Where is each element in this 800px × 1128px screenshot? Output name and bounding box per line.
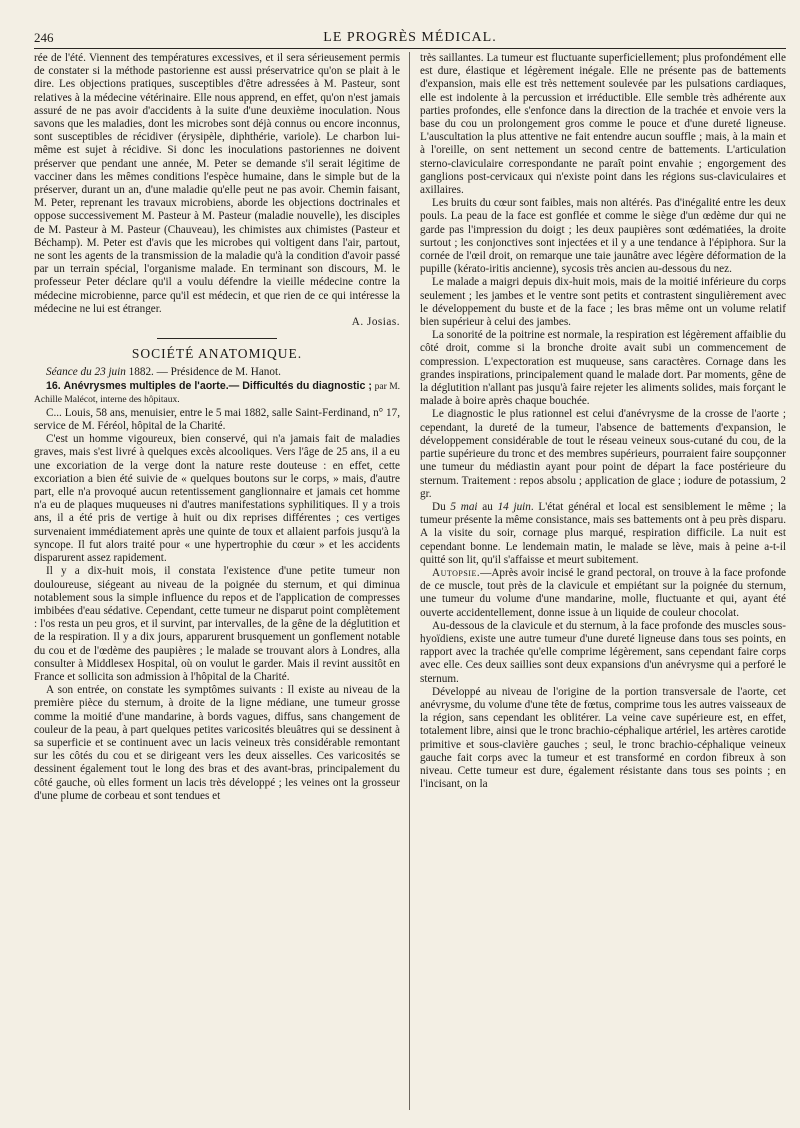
- seance-date: 23 juin: [94, 366, 126, 379]
- paragraph: Au-dessous de la clavicule et du sternum, à la face profonde des muscles sous-hyoïdiens, existe une autre tumeur d'une dureté ligneuse dans tous ses points, en rapport avec la trachée qu'elle comprime légèrement, sans cependant faire corps avec elle. Ces deux saillies sont deux expansions d'un anévrysme qui a perforé le sternum.: [420, 619, 786, 685]
- paragraph: Le diagnostic le plus rationnel est celui d'anévrysme de la crosse de l'aorte ; cependant, la dureté de la tumeur, l'absence de battements d'expansion, le développement considérable de tout le réseau veineux sous-cutané du cou, de la partie supérieure du tronc et des membres supérieurs, pourraient faire soupçonner une tumeur du médiastin ayant pour point de départ la face postérieure du sternum. Traitement : repos absolu ; application de glace ; iodure de potassium, 2 gr.: [420, 408, 786, 500]
- case-author: par M. Achille Malécot, interne des hôpitaux.: [34, 381, 401, 406]
- paragraph: C'est un homme vigoureux, bien conservé, qui n'a jamais fait de maladies graves, mais s'est livré à quelques excès alcooliques. Vers l'âge de 25 ans, il a eu une excoriation de la verge dont la nature reste douteuse : en effet, cette excoriation a bien été suivie de « quelques boutons sur le corps, » mais, d'autre part, elle n'a provoqué aucun retentissement ganglionnaire et jamais cet homme n'a eu de plaques muqueuses ni d'autres manifestations syphilitiques. Il y a trois ans, il a été pris de vertige à huit ou dix reprises différentes ; ces vertiges survenaient immédiatement après une quinte de toux et allaient parfois jusqu'à la syncope. Il fut alors traité pour « une hypertrophie du cœur » et les accidents disparurent assez rapidement.: [34, 433, 400, 565]
- paragraph: Les bruits du cœur sont faibles, mais non altérés. Pas d'inégalité entre les deux pouls. La peau de la face est gonflée et comme le siège d'un œdème dur qui ne garde pas l'impression du doigt ; les deux paupières sont œdématiées, la droite surtout ; les conjonctives sont injectées et il y a une tendance à l'épiphora. Sur la cornée de l'œil droit, on remarque une taie jaunâtre avec légère déformation de la pupille (kérato-iritis ancienne), sycosis très ancien au-dessous du nez.: [420, 197, 786, 276]
- seance-rest: 1882. — Présidence de M. Hanot.: [128, 366, 281, 379]
- paragraph: très saillantes. La tumeur est fluctuante superficiellement; plus profondément elle est dure, élastique et légèrement inégale. Elle ne présente pas de battements d'expansion, mais elle est très nettement soulevée par les pulsations cardiaques, elle est indolente à la percussion et irréductible. Elle semble très adhérente aux parties profondes, elle s'enfonce dans la direction de la trachée et envoie vers la base du cou un prolongement gros comme le pouce et d'une dureté ligneuse. L'auscultation la plus attentive ne fait entendre aucun souffle ; mais, à la main et à l'oreille, on sent nettement un second centre de battements. L'articulation sterno-claviculaire correspondante ne paraît point envahie ; engorgement des ganglions post-cervicaux qui n'existe point dans les régions sus-claviculaires et axillaires.: [420, 52, 786, 197]
- paragraph: [420, 567, 786, 620]
- paragraph: C... Louis, 58 ans, menuisier, entre le 5 mai 1882, salle Saint-Ferdinand, n° 17, service de M. Féréol, hôpital de la Charité.: [34, 406, 400, 433]
- paragraph: [420, 501, 786, 567]
- section-divider: [157, 338, 277, 339]
- p6-rest: . L'état général et local est sensiblement le même ; la tumeur présente la même consistance, mais ses battements ont à peu près disparu. A la visite du soir, cornage plus marqué, respiration difficile. La nuit est cependant bonne. Le lendemain matin, le malade se lève, mais à peine a-t-il quitté son lit, qu'il s'affaisse et meurt subitement.: [420, 500, 787, 566]
- paragraph: rée de l'été. Viennent des températures excessives, et il sera sérieusement permis de constater si la méthode pastorienne est aussi préservatrice qu'on se plait à le dire. Les objections pratiques, susceptibles d'être adressées à M. Pasteur, sont relatives à la médecine vétérinaire. Elle nous apprend, en effet, qu'on n'est jamais assuré de ne pas avoir d'accidents à la suite d'une deuxième inoculation. Nous savons que les maladies, dont les microbes sont déjà connus ou encore inconnus, sont susceptibles de récidiver (érysipèle, diphthérie, variole). Le charbon lui-même est sujet à récidive. Si donc les inoculations pastoriennes ne doivent préserver que pendant une année, M. Peter se demande s'il serait légitime de vacciner dans les mêmes conditions l'espèce humaine, dans le simple but de la préserver, durant un an, d'une maladie qu'elle peut ne pas avoir. Chemin faisant, M. Peter, reprenant les travaux microbiens, aborde les objections doctrinales et oppose successivement M. Pasteur à M. Pasteur (maladie nouvelle), les disciples de M. Pasteur à M. Pasteur (Chauveau), les chimistes aux chimistes (Pasteur et Béchamp). M. Peter est d'avis que les microbes qui voltigent dans l'air, partout, ne sont les agents de la transmission de la maladie qu'à la condition d'avoir passé par un terrain spécial, l'organisme malade. En terminant son discours, M. le professeur Peter déclare qu'il a voulu défendre la vieille médecine contre la médecine microbienne, parce qu'il est médecin, et que rien de ce qui intéresse la médecine ne lui est étranger.: [34, 52, 400, 315]
- case-title: Anévrysmes multiples de l'aorte.— Difficultés du diagnostic ;: [63, 379, 372, 392]
- journal-page: [34, 28, 786, 1113]
- case-number: 16.: [46, 379, 61, 392]
- seance-prefix: Séance du: [46, 366, 92, 379]
- paragraph: Il y a dix-huit mois, il constata l'existence d'une petite tumeur non douloureuse, siégeant au niveau de la poignée du sternum, et qui diminua notablement sous la simple influence du repos et de l'application de compresses imbibées d'eau sédative. Cependant, cette tumeur ne disparut point complètement : l'os resta un peu gros, et il survint, par intervalles, de la gêne de la déglutition et de la respiration. Il y a dix jours, apparurent brusquement un gonflement notable du cou et de l'œdème des paupières ; le malade se trouvant alors à Londres, alla consulter à Middlesex Hospital, où on voulut le garder. Mais il revint aussitôt en France et sollicita son admission à l'hôpital de la Charité.: [34, 565, 400, 683]
- paragraph: Développé au niveau de l'origine de la portion transversale de l'aorte, cet anévrysme, du volume d'une tête de fœtus, comprime tous les autres vaisseaux de la région, sans cependant les oblitérer. La veine cave supérieure est, en effet, totalement libre, ainsi que le tronc brachio-céphalique artériel, les artères carotide primitive et sous-clavière gauches ; seul, le tronc brachio-céphalique veineux gauche fait corps avec la tumeur et est transformé en cordon fibreux à son niveau. Cette tumeur est dure, également résistante dans tous ses points ; en l'incisant, on la: [420, 685, 786, 791]
- journal-title: LE PROGRÈS MÉDICAL.: [323, 30, 497, 45]
- seance-line: [34, 366, 400, 379]
- autopsy-lead: Autopsie.: [432, 566, 481, 579]
- p6-date-end: 14 juin: [497, 500, 531, 513]
- p6-prefix: Du: [432, 500, 446, 513]
- autopsy-text: —Après avoir incisé le grand pectoral, on trouve à la face profonde de ce muscle, tout près de la clavicule et empiétant sur la poignée du sternum, une tumeur du volume d'une mandarine, molle, fluctuante et qui, ayant été ouverte accidentellement, donne issue à un liquide de couleur chocolat.: [420, 566, 786, 619]
- section-title: SOCIÉTÉ ANATOMIQUE.: [131, 346, 303, 362]
- p6-date-start: 5 mai: [450, 500, 478, 513]
- paragraph: A son entrée, on constate les symptômes suivants : Il existe au niveau de la première pièce du sternum, à droite de la ligne médiane, une tumeur grosse comme la moitié d'une mandarine, à bords vagues, diffus, sans changement de couleur de la peau, à part quelques petites varicosités bleuâtres qui se dessinent à sa superficie et se continuent avec un lacis veineux très considérable remontant sur les côtés du cou et se dirigeant vers les deux aisselles. Ces varicosités se dessinent également tout le long des bras et des avant-bras, principalement du côté gauche, où elles forment un lacis très développé ; les veines ont la grosseur d'une plume de corbeau et sont tendues et: [34, 684, 400, 802]
- signature-text: A. Josias.: [351, 316, 400, 329]
- paragraph: Le malade a maigri depuis dix-huit mois, mais de la moitié inférieure du corps seulement ; les jambes et le ventre sont petits et contrastent singulièrement avec le développement du buste et de la face ; les bras même ont un volume relatif bien supérieur à celui des jambes.: [420, 276, 786, 329]
- p6-mid: au: [482, 500, 493, 513]
- paragraph: La sonorité de la poitrine est normale, la respiration est légèrement affaiblie du côté droit, comme si la bronche droite avait subi un commencement de compression. L'expectoration est muqueuse, sans caractères. Cornage dans les grandes inspirations, principalement quand le malade dort. Par moments, gêne de la déglutition n'allant pas jusqu'à faire rejeter les aliments solides, mais forçant le malade à boire après chaque bouchée.: [420, 329, 786, 408]
- text-columns: [34, 52, 786, 803]
- author-signature: [34, 316, 400, 329]
- right-column: [420, 52, 786, 803]
- left-column: [34, 52, 400, 803]
- case-heading: [34, 380, 400, 407]
- running-header: [34, 28, 786, 49]
- page-number: 246: [34, 30, 54, 45]
